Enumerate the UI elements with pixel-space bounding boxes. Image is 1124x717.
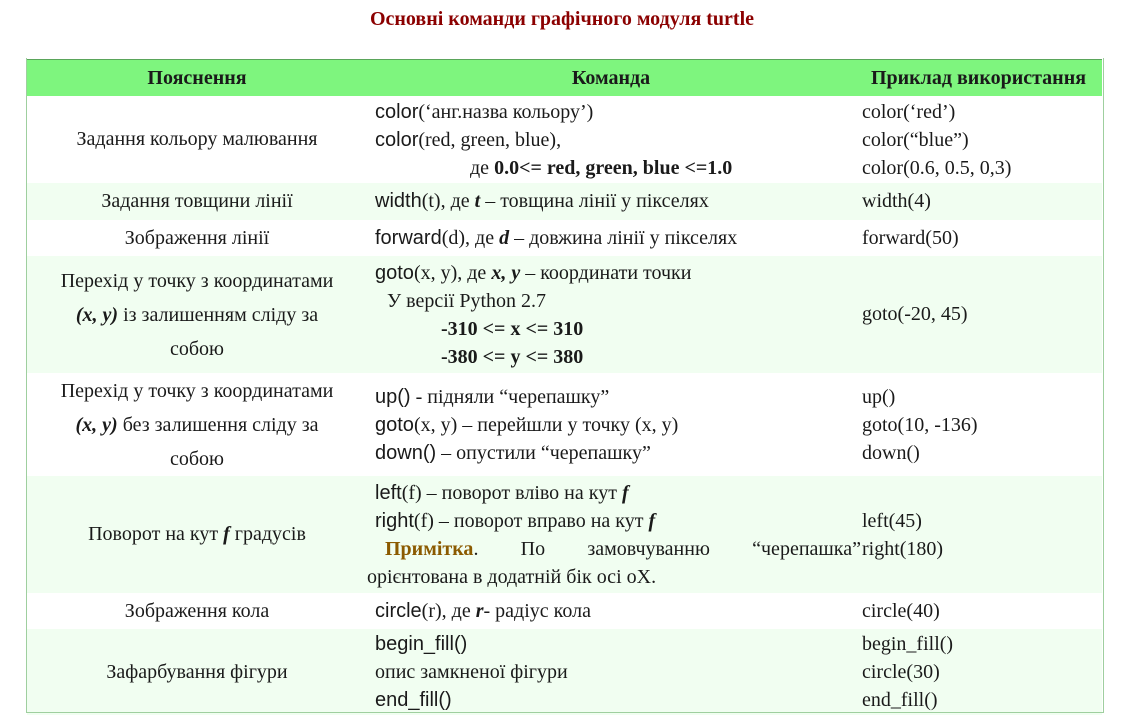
row-command [367,476,861,593]
table-row-goto-notrace [27,373,1102,476]
command-var: f [621,481,629,504]
command-fn: end_fill() [375,689,452,711]
description-line: Перехід у точку з координатами [60,269,334,292]
command-text: (x, y), де [413,261,492,284]
row-description: Зафарбування фігури [27,629,367,715]
table-header-row [27,60,1102,97]
row-command [367,220,855,256]
example-line: right(180) [862,537,944,560]
table-row-fill [27,629,1102,715]
command-text: - підняли “черепашку” [410,385,610,408]
command-fn: up() [375,385,411,408]
command-range: -310 <= x <= 310 [441,317,584,340]
command-text: (d), де [441,226,500,249]
note-label: Примітка [385,537,474,560]
row-example: width(4) [855,183,1102,220]
example-line: begin_fill() [862,633,954,655]
table-row-forward [27,220,1102,256]
command-range: -380 <= y <= 380 [441,345,584,368]
row-description: Зображення лінії [27,220,367,256]
table-row-width [27,183,1102,220]
description-line: із залишенням сліду за [118,303,319,326]
description-line: собою [170,447,224,470]
example-line: end_fill() [862,689,938,711]
table-row-circle [27,593,1102,629]
command-text: опис замкненої фігури [375,661,568,683]
command-text: (r), де [421,599,476,622]
description-line: собою [170,337,224,360]
row-description: Задання кольору малювання [27,96,367,183]
command-text: (t), де [421,190,475,212]
table-row-goto-trace [27,256,1102,373]
description-var: (x, y) [75,303,119,326]
command-text: (f) – поворот вліво на кут [401,481,622,504]
command-fn: left [375,481,402,504]
row-example: goto(-20, 45) [855,256,1102,373]
command-fn: goto [375,413,414,436]
page-title: Основні команди графічного модуля turtle [369,8,755,30]
command-range: 0.0<= red, green, blue <=1.0 [494,156,733,179]
command-text: (x, y) – перейшли у точку (x, y) [413,413,679,436]
command-text: – опустили “черепашку” [436,441,651,464]
example-line: left(45) [862,509,922,532]
row-command [367,593,855,629]
row-command [367,629,855,715]
note-text: орієнтована в додатній бік осі оХ. [367,565,657,588]
example-line: goto(10, -136) [862,413,978,436]
command-fn: forward [375,226,442,249]
row-command [367,183,855,220]
command-text: де [470,156,495,179]
row-description: Зображення кола [27,593,367,629]
example-line: color(“blue”) [862,128,969,151]
command-text: (‘анг.назва кольору’) [418,100,594,123]
command-var: t [474,190,481,212]
command-var: r [475,599,484,622]
command-fn: begin_fill() [375,633,468,655]
note-text: “черепашка” [752,537,861,560]
command-text: – товщина лінії у пікселях [480,190,709,212]
table-row-color [27,96,1102,183]
row-description: Задання товщини лінії [27,183,367,220]
note-text: По [520,537,546,560]
row-command [367,96,855,183]
command-text: У версії Python 2.7 [387,289,547,312]
row-example [855,476,1102,593]
header-example: Приклад використання [855,60,1102,97]
row-example [855,629,1102,715]
command-text: – довжина лінії у пікселях [509,226,738,249]
row-description [27,256,367,373]
row-command [367,256,855,373]
row-example [855,96,1102,183]
header-explanation: Пояснення [27,60,367,97]
command-fn: circle [375,599,422,622]
command-fn: goto [375,261,414,284]
row-example [855,373,1102,476]
command-text: (f) – поворот вправо на кут [413,509,649,532]
command-fn: width [375,190,422,212]
command-fn: down() [375,441,437,464]
commands-table [27,59,1102,715]
command-fn: color [375,100,419,123]
table-row-turn [27,476,1102,593]
command-fn: color [375,128,419,151]
command-var: x, y [491,261,521,284]
example-line: down() [862,441,920,464]
row-example: forward(50) [855,220,1102,256]
row-example: circle(40) [855,593,1102,629]
header-command: Команда [367,60,855,97]
description-line: без залишення сліду за [117,413,319,436]
description-line: Поворот на кут [88,523,224,545]
note-text: . [473,537,479,560]
example-line: up() [862,385,896,408]
command-text: – координати точки [520,261,692,284]
description-var: (x, y) [75,413,118,436]
description-line: градусів [229,523,306,545]
command-var: d [499,226,510,249]
note-text: замовчуванню [587,537,710,560]
example-line: circle(30) [862,661,940,683]
row-description [27,476,367,593]
description-var: f [223,523,230,545]
command-text: - радіус кола [483,599,591,622]
example-line: color(‘red’) [862,100,956,123]
row-command [367,373,855,476]
command-var: f [648,509,656,532]
row-description [27,373,367,476]
description-line: Перехід у точку з координатами [60,379,334,402]
command-fn: right [375,509,414,532]
command-text: (red, green, blue), [418,128,562,151]
example-line: color(0.6, 0.5, 0,3) [862,156,1012,179]
